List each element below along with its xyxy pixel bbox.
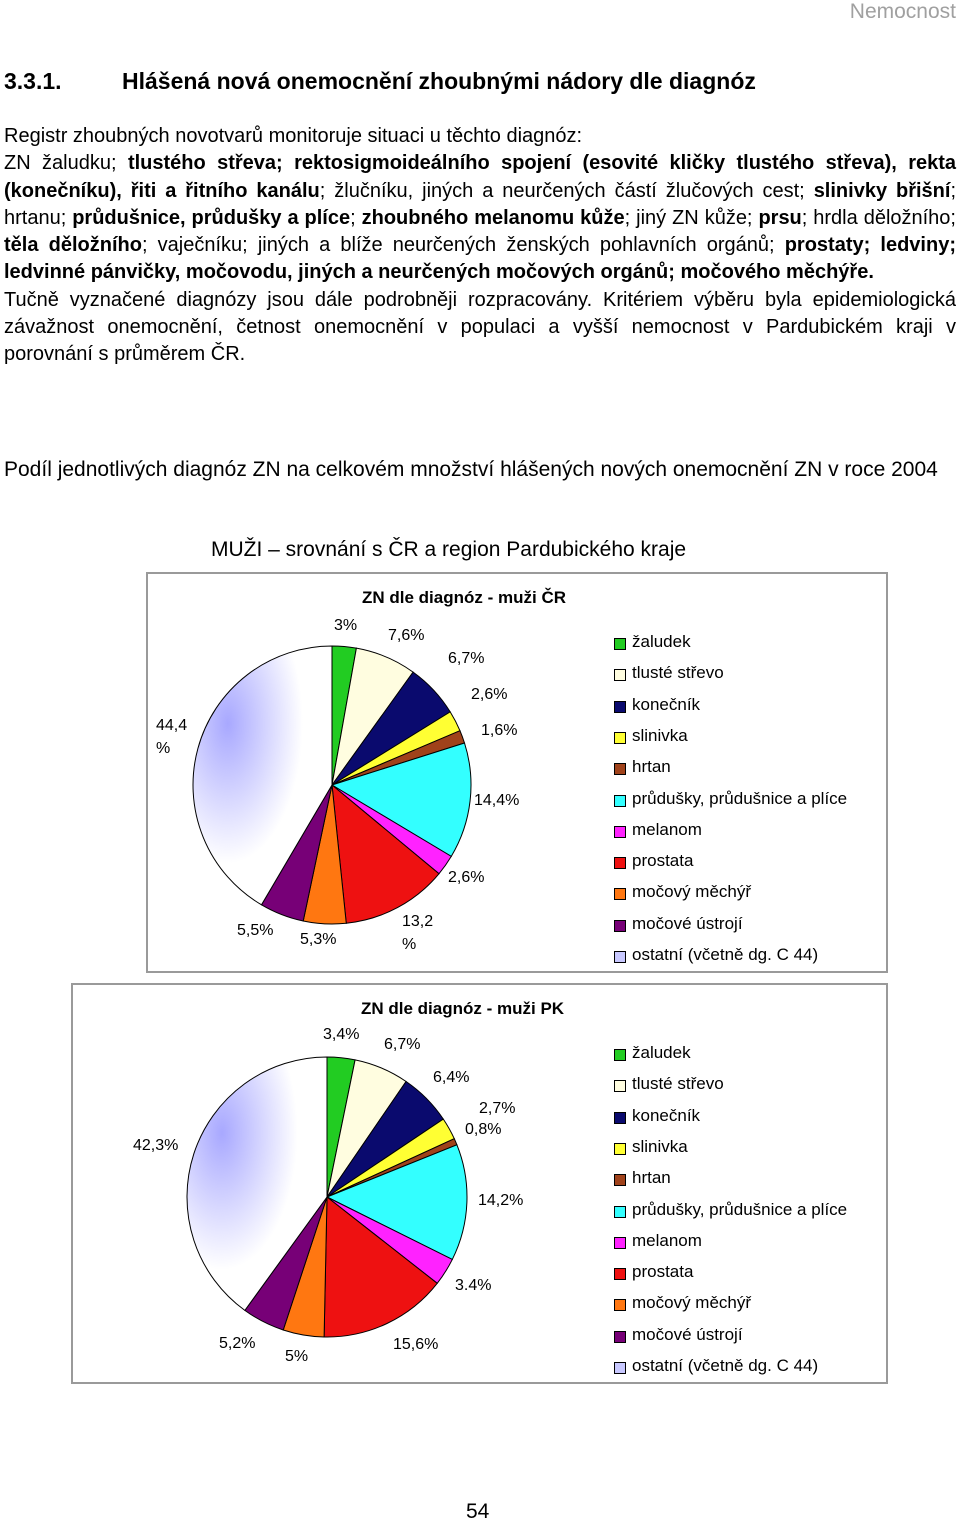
section-title: Hlášená nová onemocnění zhoubnými nádory dle diagnóz (122, 68, 756, 94)
intro-bold-span: zhoubného melanomu kůže (361, 206, 625, 229)
legend-swatch (614, 857, 626, 869)
pie-data-label: 2,7% (479, 1100, 516, 1117)
pie-data-label: 6,4% (433, 1069, 470, 1086)
legend-label: prostata (632, 851, 694, 871)
intro-text-span: ZN žaludku; (4, 152, 128, 175)
chart-title: ZN dle diagnóz - muži ČR (362, 588, 566, 607)
legend-swatch (614, 1331, 626, 1343)
intro-text-span: ; žlučníku, jiných a neurčených částí žlučových cest; (319, 179, 814, 202)
pie-data-label: 6,7% (384, 1036, 421, 1053)
intro-text-span: ; jiný ZN kůže; (624, 206, 759, 229)
legend-label: tlusté střevo (632, 1074, 724, 1094)
intro-p2: Tučně vyznačené diagnózy jsou dále podrobněji rozpracovány. Kritériem výběru byla epidemiologická závažnost onemocnění, četnost onemocnění v populaci a vyšší nemocnost v Pardubickém kraji v porovnání s průměrem ČR. (4, 288, 956, 366)
legend-label: melanom (632, 1230, 702, 1250)
legend-label: močový měchýř (632, 1293, 752, 1313)
pie-data-label: 13,2 % (402, 913, 434, 953)
legend-label: průdušky, průdušnice a plíce (632, 788, 848, 808)
pie-data-label: 42,3% (133, 1137, 179, 1154)
legend-swatch (614, 795, 626, 807)
legend-swatch (614, 732, 626, 744)
legend-swatch (614, 701, 626, 713)
pie-data-label: 5,3% (300, 931, 337, 948)
pie-chart-svg (73, 985, 886, 1382)
legend-swatch (614, 1174, 626, 1186)
pie-data-label: 14,4% (474, 792, 520, 809)
intro-text-span: ; (350, 206, 362, 229)
legend-label: hrtan (632, 1168, 671, 1188)
legend-swatch (614, 951, 626, 963)
pie-data-label: 6,7% (448, 650, 485, 667)
legend-label: hrtan (632, 757, 671, 777)
intro-bold-span: průdušnice, průdušky a plíce (72, 206, 351, 229)
legend-label: slinivka (632, 1136, 688, 1156)
legend-swatch (614, 1206, 626, 1218)
chart-title: ZN dle diagnóz - muži PK (361, 999, 565, 1018)
legend-swatch (614, 1268, 626, 1280)
legend-swatch (614, 1080, 626, 1092)
legend-swatch (614, 888, 626, 900)
intro-bold-span: prostaty; ledviny; ledvinné pánvičky, močovodu, jiných a neurčených močových orgánů; močového měchýře. (4, 234, 956, 284)
pie-data-label: 5,5% (237, 922, 274, 939)
intro-text (4, 123, 956, 369)
intro-bold-span: těla děložního (4, 234, 142, 257)
legend-label: konečník (632, 1105, 701, 1125)
intro-p1-a: Registr zhoubných novotvarů monitoruje situaci u těchto diagnóz: (4, 125, 583, 147)
legend-label: tlusté střevo (632, 663, 724, 683)
legend-label: močové ústrojí (632, 1324, 743, 1344)
pie-data-label: 5,2% (219, 1335, 256, 1352)
pie-data-label: 7,6% (388, 627, 425, 644)
intro-bold-span: slinivky břišní (813, 179, 951, 202)
intro-bold-span: tlustého střeva; rektosigmoideálního spojení (esovité kličky tlustého střeva), rekta (konečníku), řiti a řitního kanálu (4, 152, 957, 202)
section-number: 3.3.1. (4, 68, 62, 94)
legend-swatch (614, 1299, 626, 1311)
pie-data-label: 2,6% (448, 869, 485, 886)
legend-label: melanom (632, 819, 702, 839)
legend-label: močový měchýř (632, 882, 752, 902)
pie-data-label: 3% (334, 617, 358, 634)
legend-swatch (614, 1049, 626, 1061)
legend-swatch (614, 638, 626, 650)
legend-label: konečník (632, 694, 701, 714)
intro-text-span: ; hrtanu; (4, 179, 957, 229)
legend-label: močové ústrojí (632, 913, 743, 933)
chart-muzi-cr (146, 572, 888, 973)
legend-label: žaludek (632, 1043, 691, 1062)
intro-text-span: ; vaječníku; jiných a blíže neurčených ženských pohlavních orgánů; (141, 234, 785, 257)
running-header: Nemocnost (849, 0, 956, 23)
pie-data-label: 15,6% (393, 1336, 439, 1353)
legend-swatch (614, 669, 626, 681)
pie-data-label: 5% (285, 1348, 309, 1365)
legend-swatch (614, 763, 626, 775)
page-number: 54 (466, 1500, 490, 1523)
legend-label: prostata (632, 1262, 694, 1282)
legend-swatch (614, 1143, 626, 1155)
legend-label: ostatní (včetně dg. C 44) (632, 945, 819, 964)
legend-swatch (614, 826, 626, 838)
figure-subtitle: MUŽI – srovnání s ČR a region Pardubického kraje (211, 538, 687, 561)
pie-data-label: 1,6% (481, 722, 518, 739)
pie-data-label: 14,2% (478, 1192, 524, 1209)
legend-label: žaludek (632, 632, 691, 651)
figure-caption: Podíl jednotlivých diagnóz ZN na celkovém množství hlášených nových onemocnění ZN v roce 2004 (4, 458, 938, 481)
legend-swatch (614, 1362, 626, 1374)
pie-data-label: 2,6% (471, 686, 508, 703)
section-heading (4, 68, 756, 95)
chart-muzi-pk (71, 983, 888, 1384)
legend-swatch (614, 1112, 626, 1124)
legend-label: ostatní (včetně dg. C 44) (632, 1356, 819, 1375)
legend-label: slinivka (632, 725, 688, 745)
pie-data-label: 3,4% (323, 1026, 360, 1043)
intro-text-span: ; hrdla děložního; (801, 206, 956, 229)
intro-bold-span: prsu (758, 206, 802, 229)
pie-chart-svg (148, 574, 886, 971)
legend-label: průdušky, průdušnice a plíce (632, 1199, 848, 1219)
pie-data-label: 44,4 % (156, 717, 188, 757)
legend-swatch (614, 1237, 626, 1249)
legend-swatch (614, 920, 626, 932)
pie-data-label: 0,8% (465, 1121, 502, 1138)
pie-data-label: 3.4% (455, 1277, 492, 1294)
